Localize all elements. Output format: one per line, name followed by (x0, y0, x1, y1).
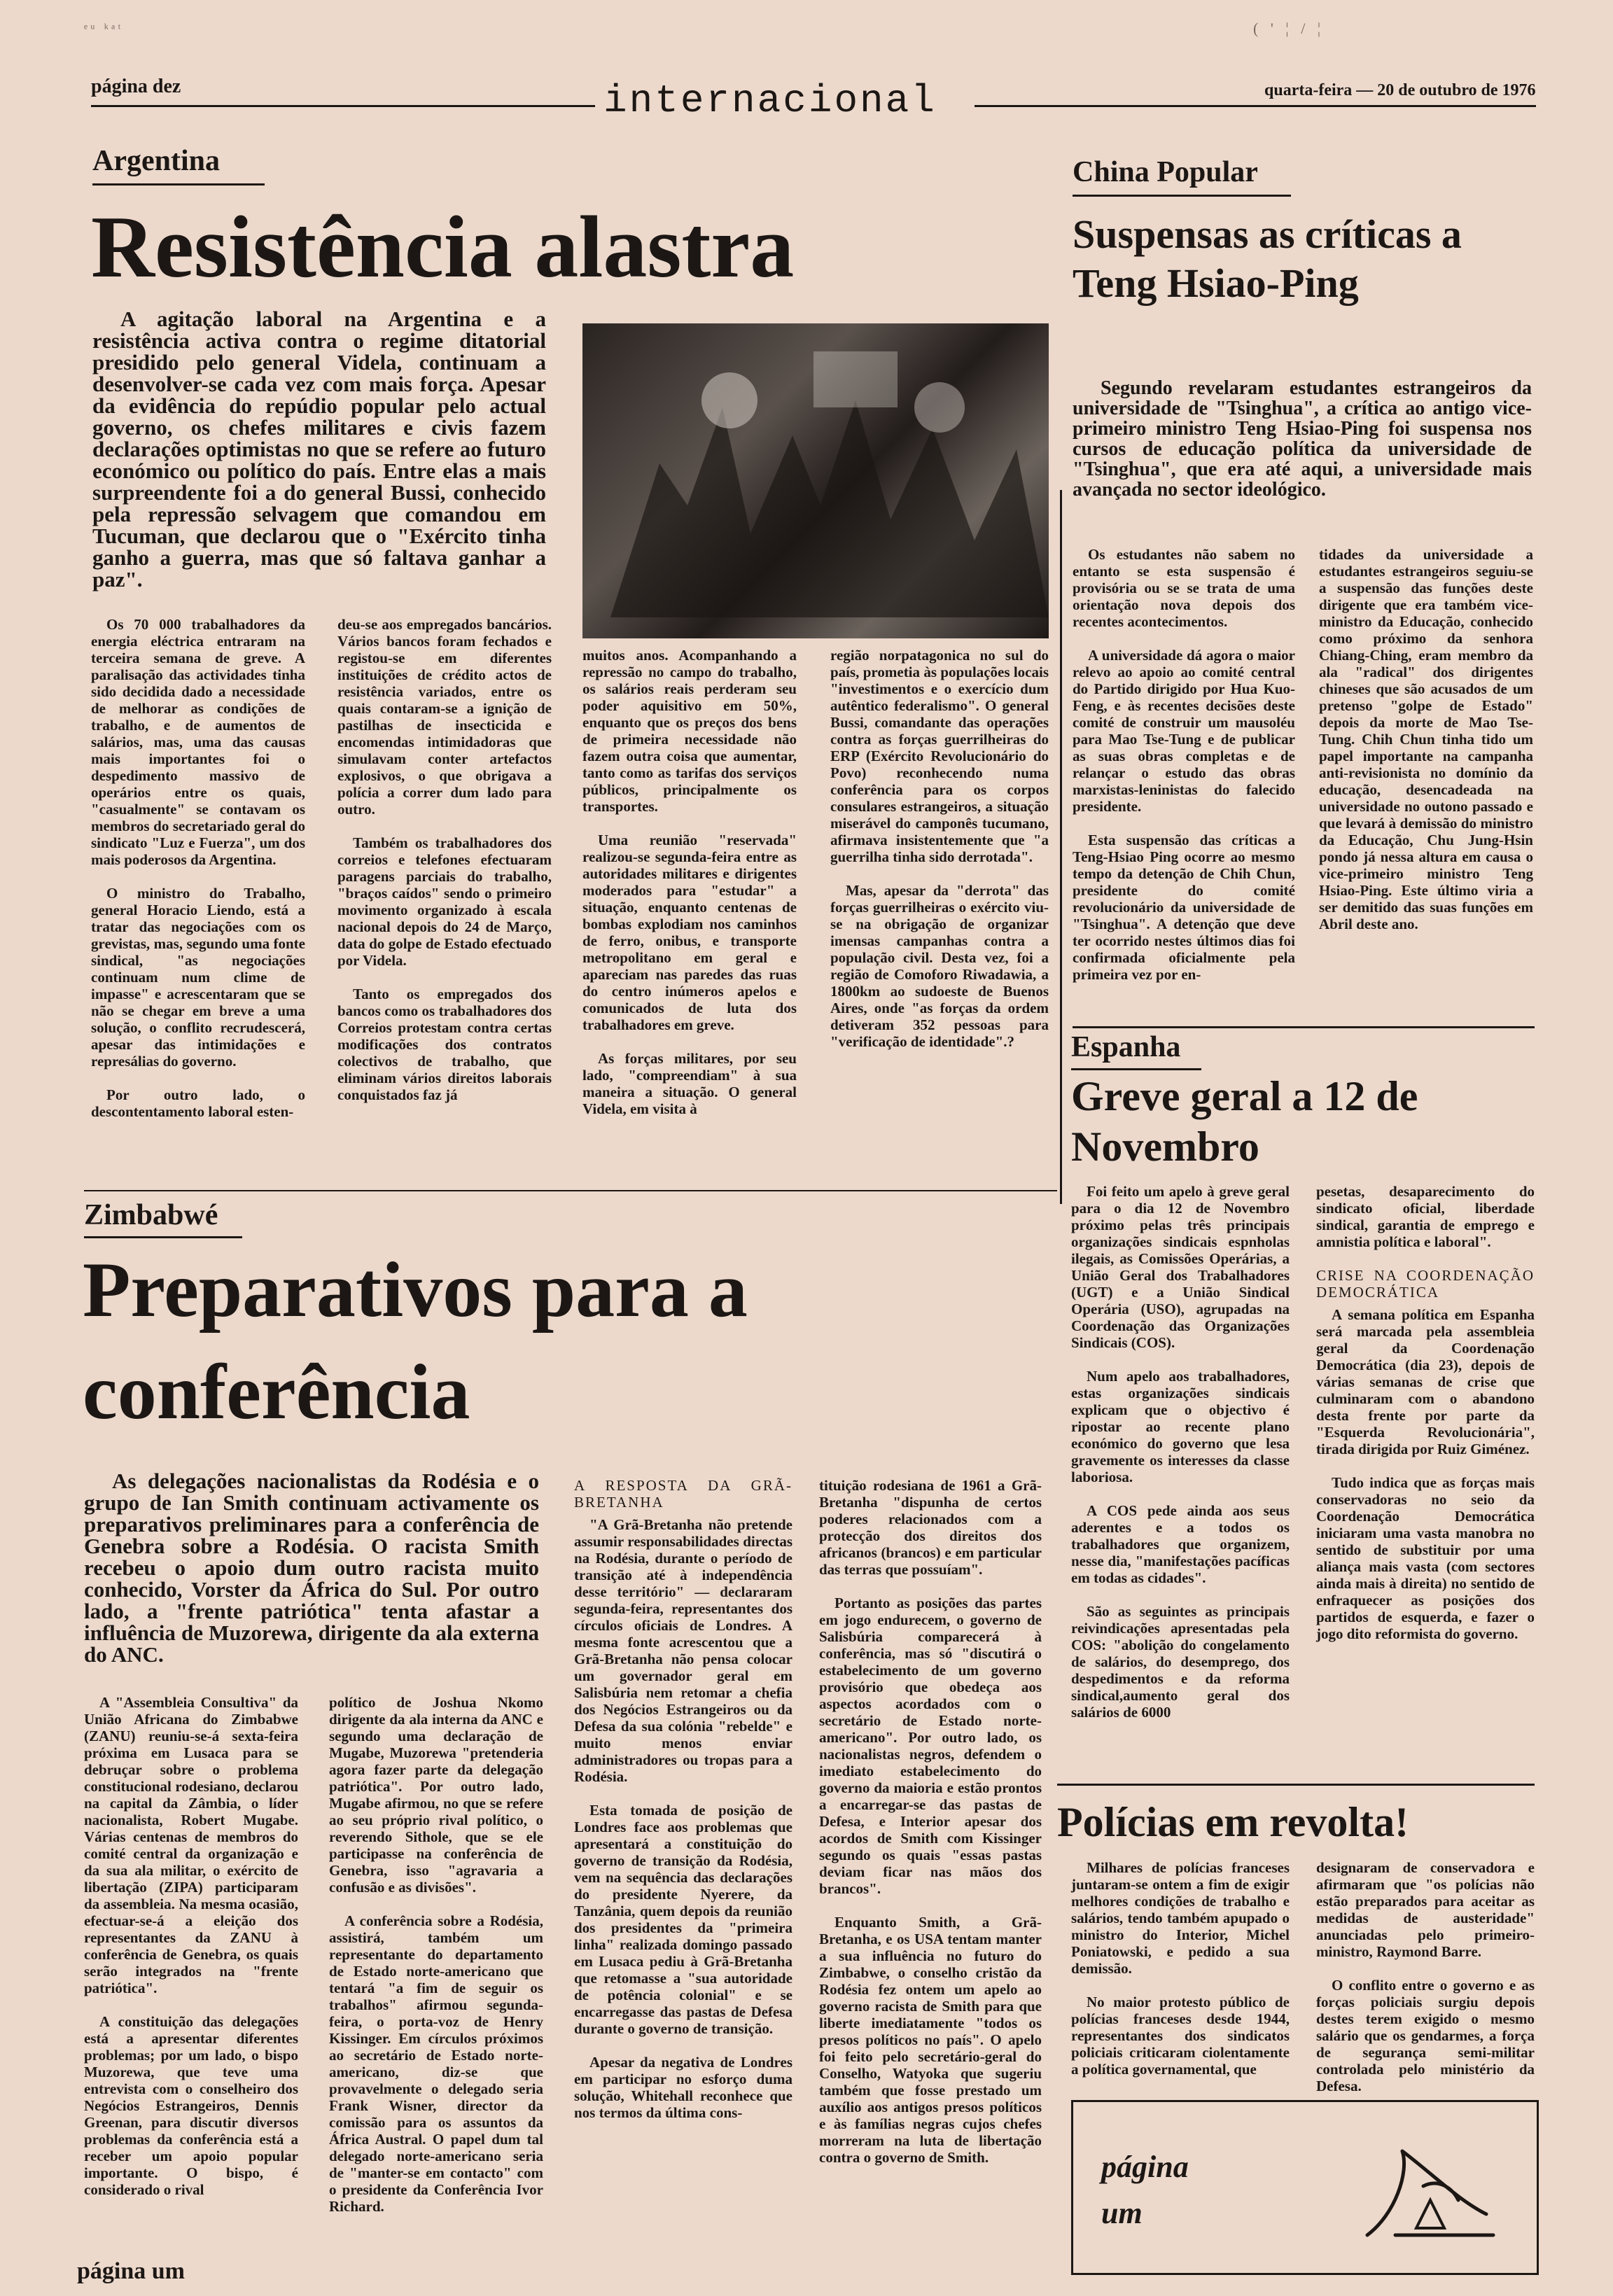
argentina-column-4 (830, 647, 1049, 1067)
header-rule-left (91, 105, 595, 107)
argentina-kicker-rule (92, 183, 265, 186)
argentina-headline: Resistência alastra (91, 199, 795, 296)
argentina-paragraph: Também os trabalhadores dos correios e telefones efectuaram paragens parciais do trabalho, "braços caídos" sendo o primeiro movimento organizado à escala nacional depois do 24 de Março, data do golpe de Estado efectuado por Videla. (337, 834, 552, 969)
zimbabwe-paragraph: Portanto as posições das partes em jogo endurecem, o governo de Salisbúria comparecerá à conferência, mas só "discutirá o estabelecimento de um governo provisório que obedeça aos aspectos acordados com o secretário de Estado norte-americano". Por outro lado, os nacionalistas negros, defendem o imediato estabelecimento do governo da maioria e estão prontos a encarregar-se das pastas de Defesa, e Interior apesar dos acordos de Smith com Kissinger segundo os quais "essas pastas deviam ficar nas mãos dos brancos". (819, 1595, 1042, 1897)
espanha-headline: Greve geral a 12 de Novembro (1071, 1073, 1418, 1170)
zimbabwe-lede: As delegações nacionalistas da Rodésia e o grupo de Ian Smith continuam activamente os preparativos preliminares para a conferência de Genebra sobre a Rodésia. O racista Smith recebeu o apoio dum outro racista muito conhecido, Vorster da África do Sul. Por outro lado, a "frente patriótica" tenta afastar a influência de Muzorewa, dirigente da ala externa do ANC. (84, 1469, 539, 1667)
argentina-paragraph: Os 70 000 trabalhadores da energia eléctrica entraram na terceira semana de greve. A paralisação das actividades tinha sido decidida dado a necessidade de melhorar as condições de trabalho, e de aumentos de salários, mas, uma das causas mais importantes foi o despedimento massivo de operários entre os quais, "casualmente" se contavam os membros do secretariado geral do sindicato "Luz e Fuerza", um dos mais poderosos da Argentina. (91, 616, 305, 868)
zimbabwe-top-rule (84, 1190, 1057, 1191)
espanha-paragraph: pesetas, desaparecimento do sindicato oficial, liberdade sindical, garantia de emprego e amnistia política e laboral". (1316, 1183, 1535, 1250)
policias-paragraph: No maior protesto público de polícias franceses desde 1944, representantes dos sindicatos policiais criticaram ciolentamente a política governamental, que (1071, 1994, 1290, 2078)
policias-headline: Polícias em revolta! (1057, 1799, 1409, 1845)
page-label: página dez (91, 76, 181, 97)
hand-writing-icon (1353, 2130, 1500, 2249)
espanha-column-2 (1316, 1183, 1535, 1659)
argentina-kicker: Argentina (92, 145, 220, 177)
espanha-paragraph: São as seguintes as principais reivindicações apresentadas pela COS: "abolição do congelamento de salários, do desemprego, dos despedimentos e da reforma sindical,aumento geral dos salários de 6000 (1071, 1603, 1290, 1721)
china-paragraph: Os estudantes não sabem no entanto se esta suspensão é provisória ou se se trata de uma orientação nova depois dos recentes acontecimentos. (1073, 546, 1295, 630)
argentina-paragraph: Uma reunião "reservada" realizou-se segunda-feira entre as autoridades militares e dirigentes moderados para "estudar" a situação, enquanto centenas de bombas explodiam nos caminhos de ferro, onibus, e transporte metropolitano em geral e apareciam nas paredes das ruas do centro inúmeros apelos e comunicados de luta dos trabalhadores em greve. (582, 832, 797, 1033)
zimbabwe-column-1 (84, 1694, 298, 2215)
china-column-1 (1073, 546, 1295, 1000)
scan-mark: ᵉᵘ ᵏᵃᵗ (84, 21, 124, 36)
policias-column-2 (1316, 1859, 1535, 2111)
argentina-paragraph: As forças militares, por seu lado, "compreendiam" à sua maneira a situação. O general Videla, em visita à (582, 1050, 797, 1117)
header-rule-right (975, 105, 1536, 107)
scan-mark-right: ( ' ¦ / ¦ (1253, 20, 1325, 37)
argentina-paragraph: muitos anos. Acompanhando a repressão no campo do trabalho, os salários reais perderam seu poder aquisitivo em 50%, enquanto que os preços dos bens de primeira necessidade não fazem outra coisa que aumentar, tanto como as tarifas dos serviços públicos, principalmente os transportes. (582, 647, 797, 815)
argentina-paragraph: Por outro lado, o descontentamento laboral esten- (91, 1086, 305, 1120)
zimbabwe-paragraph: Esta tomada de posição de Londres face aos problemas que apresentará a constituição do governo de transição da Rodésia, vem na sequência das declarações do presidente Nyerere, da Tanzânia, quem depois da reunião dos presidentes da "primeira linha" realizada domingo passado em Lusaca pediu à Grã-Bretanha que retomasse a "sua autoridade de potência colonial" e se encarregasse das pastas de Defesa durante o governo de transição. (574, 1802, 792, 2037)
argentina-lede: A agitação laboral na Argentina e a resistência activa contra o regime ditatorial presidido pelo general Videla, continuam a desenvolver-se cada vez com mais força. Apesar da evidência do repúdio popular pelo actual governo, os chefes militares e civis fazem declarações optimistas no que se refere ao futuro económico ou político do país. Entre elas a mais surpreendente foi a do general Bussi, conhecido pela repressão selvagem que comandou em Tucuman, que declarou que o "Exército tinha ganho a guerra, mas que só faltava ganhar a paz". (92, 307, 546, 592)
zimbabwe-column-3 (574, 1477, 792, 2138)
espanha-paragraph: A COS pede ainda aos seus aderentes e a todos os trabalhadores que organizem, nesse dia, "manifestações pacíficas em todas as cidades". (1071, 1502, 1290, 1586)
espanha-column-1 (1071, 1183, 1290, 1737)
policias-column-1 (1071, 1859, 1290, 2094)
issue-date: quarta-feira — 20 de outubro de 1976 (1264, 81, 1536, 99)
zimbabwe-paragraph: "A Grã-Bretanha não pretende assumir responsabilidades directas na Rodésia, durante o período de transição até à independência desse território" — declararam segunda-feira, representantes dos círculos oficiais de Londres. A mesma fonte acrescentou que a Grã-Bretanha não pensa colocar um governador geral em Salisbúria nem retomar a chefia dos Negócios Estrangeiros ou da Defesa da sua colónia "rebelde" e muito menos enviar administradores ou tropas para a Rodésia. (574, 1516, 792, 1785)
argentina-column-2 (337, 616, 552, 1120)
china-kicker-rule (1073, 195, 1291, 197)
section-title: internacional (603, 78, 937, 123)
zimbabwe-column-2 (329, 1694, 543, 2232)
protest-photo-icon (582, 323, 1049, 638)
policias-paragraph: designaram de conservadora e afirmaram que "os polícias não estão preparados para aceitar as medidas de austeridade" anunciadas pelo primeiro-ministro, Raymond Barre. (1316, 1859, 1535, 1960)
espanha-paragraph: A semana política em Espanha será marcada pela assembleia geral da Coordenação Democrática (dia 23), depois de várias semanas de crise que culminaram com o abandono desta frente por parte da "Esquerda Revolucionária", tirada dirigida por Ruiz Giménez. (1316, 1306, 1535, 1457)
argentina-paragraph: deu-se aos empregados bancários. Vários bancos foram fechados e registou-se em diferentes instituições de crédito actos de resistência variados, entre os quais contaram-se a ignição de pastilhas de insecticida e encomendas intimidadoras que simulavam conter artefactos explosivos, o que obrigava a polícia a correr dum lado para outro. (337, 616, 552, 818)
espanha-subhead: CRISE NA COORDENAÇÃO DEMOCRÁTICA (1316, 1267, 1535, 1301)
zimbabwe-paragraph: Apesar da negativa de Londres em participar no esforço duma solução, Whitehall reconhece que nos termos da última cons- (574, 2054, 792, 2121)
zimbabwe-kicker-rule (84, 1236, 242, 1238)
espanha-kicker: Espanha (1071, 1031, 1181, 1063)
page-footer: página um (77, 2258, 185, 2284)
zimbabwe-column-4 (819, 1477, 1042, 2183)
argentina-paragraph: região norpatagonica no sul do país, prometia às populações locais "investimentos e o exercício dum autêntico federalismo". O general Bussi, comandante das operações contra as forças guerrilheiras do ERP (Exército Revolucionário do Povo) reconhecendo numa conferência para os corpos consulares estrangeiros, a situação miserável do camponês tucumano, afirmava insistentemente que "a guerrilha tinha sido derrotada". (830, 647, 1049, 865)
policias-top-rule (1057, 1784, 1535, 1786)
zimbabwe-paragraph: A constituição das delegações está a apresentar diferentes problemas; por um lado, o bispo Muzorewa, que teve uma entrevista com o conselheiro dos Negócios Estrangeiros, Dennis Greenan, para discutir diversos problemas da conferência está a receber um apoio popular importante. O bispo, é considerado o rival (84, 2013, 298, 2198)
china-paragraph: A universidade dá agora o maior relevo ao apoio ao comité central do Partido dirigido por Hua Kuo-Feng, e às recentes decisões deste comité de construir um mausoléu para Mao Tse-Tung e de publicar as suas obras completas e de relançar o estudo das obras marxistas-leninistas do falecido presidente. (1073, 647, 1295, 815)
zimbabwe-paragraph: Enquanto Smith, a Grã-Bretanha, e os USA tentam manter a sua influência no futuro do Zimbabwe, o conselho cristão da Rodésia fez ontem um apelo ao governo racista de Smith para que liberte imediatamente "todos os presos políticos no país". O apelo foi feito pelo secretário-geral do Conselho, Watyoka que sugeriu também que fosse prestado um auxílio aos antigos presos políticos e às famílias negras cujos chefes morreram na luta de libertação contra o governo de Smith. (819, 1914, 1042, 2166)
zimbabwe-paragraph: político de Joshua Nkomo dirigente da ala interna da ANC e segundo uma declaração de Mugabe, Muzorewa "pretenderia agora fazer parte da delegação patriótica". Por outro lado, Mugabe afirmou, no que se refere ao seu próprio rival político, o reverendo Sithole, que se ele participasse na conferência de Genebra, isso "agravaria a confusão e as divisões". (329, 1694, 543, 1896)
espanha-kicker-rule (1071, 1068, 1201, 1070)
argentina-column-1 (91, 616, 305, 1137)
promo-logo-text: página um (1101, 2150, 1189, 2230)
zimbabwe-paragraph: tituição rodesiana de 1961 a Grã-Bretanha "dispunha de certos poderes relacionados com a protecção dos direitos dos africanos (brancos) e em particular das terras que possuíam". (819, 1477, 1042, 1578)
china-headline: Suspensas as críticas a Teng Hsiao-Ping (1073, 211, 1462, 306)
zimbabwe-subhead: A RESPOSTA DA GRÃ-BRETANHA (574, 1477, 792, 1511)
argentina-paragraph: Tanto os empregados dos bancos como os trabalhadores dos Correios protestam contra certas modificações dos contratos colectivos de trabalho, que eliminam vários direitos laborais conquistados faz já (337, 986, 552, 1103)
espanha-paragraph: Num apelo aos trabalhadores, estas organizações sindicais explicam que o objectivo é ripostar ao recente plano económico do governo que lesa gravemente os interesses da classe laboriosa. (1071, 1368, 1290, 1485)
china-bottom-rule (1073, 1026, 1535, 1028)
argentina-paragraph: Mas, apesar da "derrota" das forças guerrilheiras o exército viu-se na obrigação de organizar imensas campanhas contra a população civil. Desta vez, foi a região de Comoforo Riwadawia, a 1800km ao sudoeste de Buenos Aires, onde "as forças da ordem detiveram 352 pessoas para "verificação de identidade".? (830, 882, 1049, 1050)
argentina-column-3 (582, 647, 797, 1134)
promo-box[interactable] (1071, 2100, 1539, 2275)
zimbabwe-kicker: Zimbabwé (84, 1199, 218, 1231)
china-lede: Segundo revelaram estudantes estrangeiros da universidade de "Tsinghua", a crítica ao antigo vice-primeiro ministro Teng Hsiao-Ping foi suspensa nos cursos de educação política da universidade de "Tsinghua", que era até aqui, a universidade mais avançada no sector ideológico. (1073, 377, 1532, 500)
zimbabwe-paragraph: A conferência sobre a Rodésia, assistirá, também um representante do departamento de Estado norte-americano que tentará "a fim de seguir os trabalhos" afirmou segunda-feira, o porta-voz de Henry Kissinger. Em círculos próximos ao secretário de Estado norte-americano, diz-se que provavelmente o delegado seria Frank Wisner, director da comissão para os assuntos da África Austral. O papel dum tal delegado norte-americano seria de "manter-se em contacto" com o presidente da Conferência Ivor Richard. (329, 1912, 543, 2215)
china-column-2 (1319, 546, 1533, 949)
china-paragraph: Esta suspensão das críticas a Teng-Hsiao Ping ocorre ao mesmo tempo da detenção de Chih Chun, presidente do comité revolucionário da universidade de "Tsinghua". A detenção que deve ter ocorrido nestes últimos dias foi confirmada oficialmente pela primeira vez por en- (1073, 832, 1295, 983)
argentina-paragraph: O ministro do Trabalho, general Horacio Liendo, está a tratar das negociações com os grevistas, mas, segundo uma fonte sindical, "as negociações continuam num clime de impasse" e acrescentaram que se não se chegar em breve a uma solução, o conflito recrudescerá, apesar das intimidações e represálias do governo. (91, 885, 305, 1070)
argentina-photo (582, 323, 1049, 638)
espanha-paragraph: Tudo indica que as forças mais conservadoras no seio da Coordenação Democrática iniciaram uma vasta manobra no sentido de substituir por uma aliança mais vasta (com sectores ainda mais à direita) no sentido de enfraquecer as posições dos partidos de esquerda, e fazer o jogo dito reformista do governo. (1316, 1474, 1535, 1642)
policias-paragraph: O conflito entre o governo e as forças policiais surgiu depois destes terem exigido o mesmo salário que os gendarmes, a força de segurança semi-militar controlada pelo ministério da Defesa. (1316, 1977, 1535, 2094)
policias-paragraph: Milhares de polícias franceses juntaram-se ontem a fim de exigir melhores condições de trabalho e salários, tendo também apupado o ministro do Interior, Michel Poniatowski, e pedido a sua demissão. (1071, 1859, 1290, 1977)
zimbabwe-headline: Preparativos para a conferência (83, 1247, 748, 1436)
zimbabwe-paragraph: A "Assembleia Consultiva" da União Africana do Zimbabwe (ZANU) reuniu-se-á sexta-feira próxima em Lusaca para se debruçar sobre o problema constitucional rodesiano, declarou na capital da Zâmbia, o líder nacionalista, Robert Mugabe. Várias centenas de membros do comité central da organização e da sua ala militar, o exército de libertação (ZIPA) participaram da assembleia. Na mesma ocasião, efectuar-se-á a eleição dos representantes da ZANU à conferência de Genebra, os quais serão integrados na "frente patriótica". (84, 1694, 298, 1996)
china-paragraph: tidades da universidade a estudantes estrangeiros seguiu-se a suspensão das funções deste dirigente que era também vice-ministro da Educação, conhecido como próximo da senhora Chiang-Ching, eram membro da ala "radical" dos dirigentes chineses que são acusados de um pretenso "golpe de Estado" depois da morte de Mao Tse-Tung. Chih Chun tinha tido um papel importante na campanha anti-revisionista no domínio da educação, desencadeada na universidade no outono passado e que levará à demissão do ministro da Educação, Chu Jung-Hsin pondo já nessa altura em causa o vice-primeiro ministro Teng Hsiao-Ping. Este último viria a ser demitido das suas funções em Abril deste ano. (1319, 546, 1533, 932)
sidebar-divider (1060, 490, 1062, 1204)
espanha-paragraph: Foi feito um apelo à greve geral para o dia 12 de Novembro próximo pelas três principais organizações sindicais espnholas ilegais, as Comissões Operárias, a União Geral dos Trabalhadores (UGT) e a União Sindical Operária (USO), agrupadas na Coordenação das Organizações Sindicais (COS). (1071, 1183, 1290, 1351)
china-kicker: China Popular (1073, 156, 1258, 188)
